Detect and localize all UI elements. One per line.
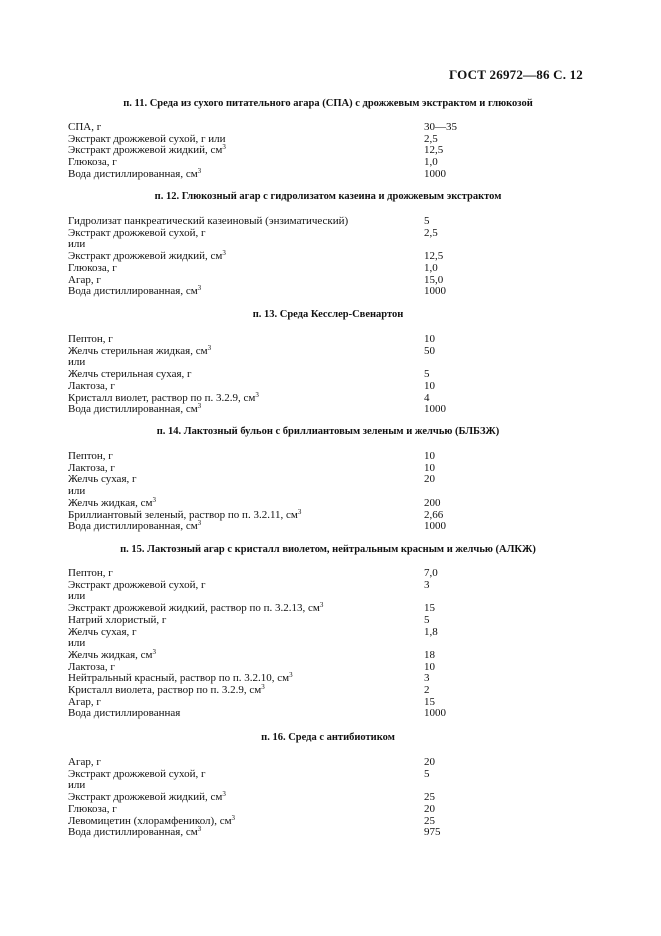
unit-superscript: 3 — [255, 390, 259, 399]
ingredient-label — [68, 238, 85, 250]
ingredient-label-text: Экстракт дрожжевой сухой, г — [68, 767, 206, 780]
ingredient-row — [68, 626, 588, 638]
section-title: п. 14. Лактозный бульон с бриллиантовым зеленым и желчью (БЛБЗЖ) — [156, 426, 500, 437]
ingredient-row — [68, 380, 588, 392]
ingredient-row — [68, 649, 588, 661]
ingredient-label — [68, 215, 348, 227]
ingredient-label-text: Желчь сухая, г — [68, 625, 137, 638]
ingredient-value: 5 — [424, 215, 430, 227]
ingredient-label — [68, 803, 117, 815]
ingredient-label — [68, 520, 201, 532]
ingredient-row — [68, 133, 588, 145]
section-title: п. 16. Среда с антибиотиком — [261, 732, 395, 743]
ingredient-value: 1,0 — [424, 156, 438, 169]
ingredient-label — [68, 826, 201, 838]
ingredient-label-text: Гидролизат панкреатический казеиновый (энзиматический) — [68, 215, 349, 227]
ingredient-row — [68, 262, 588, 274]
ingredient-label — [68, 637, 85, 649]
ingredient-row — [68, 791, 588, 803]
ingredient-value: 3 — [424, 578, 430, 591]
ingredient-value: 2,5 — [424, 132, 438, 145]
ingredient-row — [68, 450, 588, 462]
ingredient-value: 1000 — [424, 520, 446, 533]
unit-superscript: 3 — [222, 790, 226, 799]
ingredient-row — [68, 567, 588, 579]
ingredient-row — [68, 637, 588, 649]
ingredient-value: 2 — [424, 684, 430, 696]
ingredient-value: 10 — [424, 450, 435, 462]
ingredient-value: 10 — [424, 333, 435, 345]
ingredient-label — [68, 649, 156, 661]
ingredient-label-text: Натрий хлористый, г — [68, 613, 167, 626]
ingredient-row — [68, 473, 588, 485]
ingredient-value: 975 — [424, 826, 441, 839]
ingredient-label-text: Пептон, г — [68, 333, 113, 345]
ingredient-row — [68, 672, 588, 684]
ingredient-label — [68, 333, 113, 345]
ingredient-value: 1000 — [424, 707, 446, 720]
ingredient-label — [68, 497, 156, 509]
ingredient-value: 200 — [424, 496, 441, 509]
ingredient-label-text: Экстракт дрожжевой жидкий, см — [68, 250, 223, 263]
ingredient-row — [68, 803, 588, 815]
ingredient-row — [68, 756, 588, 768]
ingredient-row — [68, 520, 588, 532]
ingredient-value: 3 — [424, 672, 430, 685]
ingredient-label-text: Лактоза, г — [68, 461, 115, 474]
ingredient-label — [68, 779, 85, 791]
ingredient-label — [68, 485, 85, 497]
ingredient-label — [68, 144, 226, 156]
ingredient-label-text: или — [68, 637, 86, 650]
ingredient-label — [68, 756, 101, 768]
ingredient-label-text: Глюкоза, г — [68, 156, 117, 169]
ingredient-row — [68, 684, 588, 696]
ingredient-label-text: Экстракт дрожжевой сухой, г или — [68, 132, 226, 145]
ingredient-row — [68, 250, 588, 262]
unit-superscript: 3 — [222, 143, 226, 152]
ingredient-value: 25 — [424, 791, 435, 804]
unit-superscript: 3 — [289, 671, 293, 680]
ingredient-label-text: Кристалл виолета, раствор по п. 3.2.9, см — [68, 684, 262, 696]
ingredient-label — [68, 791, 226, 803]
ingredient-label-text: или — [68, 779, 86, 792]
ingredient-value: 50 — [424, 344, 435, 357]
ingredient-label — [68, 368, 192, 380]
ingredient-label-text: Пептон, г — [68, 567, 113, 579]
ingredient-label — [68, 602, 323, 614]
ingredient-label — [68, 403, 201, 415]
ingredient-label-text: Вода дистиллированная, см — [68, 403, 198, 416]
ingredient-row — [68, 590, 588, 602]
ingredient-value: 10 — [424, 660, 435, 673]
ingredient-label — [68, 696, 101, 708]
ingredient-value: 4 — [424, 391, 430, 404]
ingredient-value: 5 — [424, 767, 430, 780]
section-title: п. 15. Лактозный агар с кристалл виолетом, нейтральным красным и желчью (АЛКЖ) — [120, 544, 536, 555]
ingredient-label-text: или — [68, 590, 86, 603]
ingredient-row — [68, 403, 588, 415]
ingredient-row — [68, 345, 588, 357]
ingredient-label — [68, 509, 301, 521]
unit-superscript: 3 — [152, 495, 157, 504]
ingredient-label-text: Желчь стерильная сухая, г — [68, 368, 192, 381]
ingredient-label-text: Лактоза, г — [68, 379, 115, 392]
ingredient-row — [68, 333, 588, 345]
ingredient-label — [68, 274, 101, 286]
ingredient-value: 15 — [424, 695, 435, 708]
ingredient-label — [68, 684, 265, 696]
ingredient-label-text: или — [68, 356, 86, 369]
ingredient-row — [68, 368, 588, 380]
ingredient-row — [68, 696, 588, 708]
unit-superscript: 3 — [152, 647, 157, 656]
ingredient-row — [68, 707, 588, 719]
ingredient-label-text: Агар, г — [68, 273, 101, 286]
ingredient-value: 1000 — [424, 167, 446, 180]
section-title: п. 11. Среда из сухого питательного агара (СПА) с дрожжевым экстрактом и глюкозой — [123, 98, 533, 109]
ingredient-value: 15 — [424, 602, 435, 615]
ingredient-label — [68, 133, 226, 145]
unit-superscript: 3 — [197, 166, 202, 175]
ingredient-label — [68, 250, 226, 262]
ingredient-row — [68, 779, 588, 791]
unit-superscript: 3 — [319, 601, 324, 610]
ingredient-value: 25 — [424, 814, 435, 827]
section-title: п. 12. Глюкозный агар с гидролизатом казеина и дрожжевым экстрактом — [154, 191, 502, 202]
unit-superscript: 3 — [231, 813, 236, 822]
ingredient-value: 20 — [424, 473, 435, 486]
ingredient-label-text: Вода дистиллированная, см — [68, 520, 198, 533]
ingredient-label — [68, 345, 211, 357]
ingredient-label-text: Вода дистиллированная, см — [68, 167, 198, 180]
ingredient-value: 5 — [424, 613, 430, 626]
ingredient-label-text: Желчь жидкая, см — [68, 648, 153, 661]
ingredient-value: 2,66 — [424, 508, 444, 521]
ingredient-label-text: Бриллиантовый зеленый, раствор по п. 3.2.11, см — [68, 508, 298, 521]
ingredient-label — [68, 168, 201, 180]
ingredient-label-text: или — [68, 238, 86, 251]
ingredient-label — [68, 450, 113, 462]
ingredient-value: 12,5 — [424, 144, 444, 157]
ingredient-label — [68, 626, 137, 638]
ingredient-row — [68, 392, 588, 404]
ingredient-label-text: Желчь сухая, г — [68, 473, 137, 486]
ingredient-value: 10 — [424, 379, 435, 392]
ingredient-label — [68, 815, 235, 827]
ingredient-label-text: СПА, г — [68, 121, 102, 133]
ingredient-label — [68, 768, 206, 780]
ingredient-label-text: Пептон, г — [68, 450, 113, 462]
ingredient-row — [68, 768, 588, 780]
ingredient-label — [68, 156, 117, 168]
ingredient-label-text: Глюкоза, г — [68, 261, 117, 274]
unit-superscript: 3 — [197, 825, 202, 834]
ingredient-label-text: Кристалл виолет, раствор по п. 3.2.9, см — [68, 391, 256, 404]
ingredient-value: 1000 — [424, 403, 446, 416]
ingredient-label-text: Экстракт дрожжевой жидкий, см — [68, 791, 223, 804]
ingredient-label — [68, 672, 293, 684]
page-header: ГОСТ 26972—86 С. 12 — [449, 67, 583, 82]
ingredient-row — [68, 238, 588, 250]
ingredient-label — [68, 392, 259, 404]
unit-superscript: 3 — [197, 402, 202, 411]
ingredient-label — [68, 661, 115, 673]
ingredient-label — [68, 121, 101, 133]
unit-superscript: 3 — [207, 343, 212, 352]
ingredient-value: 5 — [424, 368, 430, 381]
ingredient-value: 20 — [424, 802, 435, 815]
ingredient-label-text: Глюкоза, г — [68, 802, 117, 815]
ingredient-label — [68, 227, 206, 239]
ingredient-row — [68, 602, 588, 614]
ingredient-label-text: Вода дистиллированная, см — [68, 285, 198, 298]
ingredient-value: 15,0 — [424, 273, 444, 286]
ingredient-row — [68, 661, 588, 673]
ingredient-row — [68, 614, 588, 626]
ingredient-row — [68, 462, 588, 474]
ingredient-row — [68, 215, 588, 227]
ingredient-row — [68, 356, 588, 368]
ingredient-value: 1,0 — [424, 261, 438, 274]
ingredient-label-text: Экстракт дрожжевой сухой, г — [68, 578, 206, 591]
ingredient-row — [68, 509, 588, 521]
ingredient-label — [68, 707, 180, 719]
ingredient-label — [68, 579, 206, 591]
ingredient-label — [68, 473, 137, 485]
ingredient-label — [68, 590, 85, 602]
unit-superscript: 3 — [197, 519, 202, 528]
ingredient-label-text: Желчь жидкая, см — [68, 496, 153, 509]
ingredient-label — [68, 285, 201, 297]
ingredient-row — [68, 156, 588, 168]
ingredient-value: 12,5 — [424, 250, 444, 263]
ingredient-value: 1000 — [424, 285, 446, 298]
ingredient-value: 10 — [424, 461, 435, 474]
ingredient-label-text: Вода дистиллированная — [68, 707, 181, 720]
ingredient-label-text: Экстракт дрожжевой жидкий, см — [68, 144, 223, 157]
ingredient-row — [68, 579, 588, 591]
ingredient-row — [68, 168, 588, 180]
unit-superscript: 3 — [261, 683, 265, 691]
ingredient-row — [68, 497, 588, 509]
ingredient-label-text: Экстракт дрожжевой жидкий, раствор по п. 3.2.13, см — [68, 602, 320, 615]
ingredient-row — [68, 285, 588, 297]
ingredient-label — [68, 462, 115, 474]
ingredient-row — [68, 274, 588, 286]
ingredient-value: 20 — [424, 756, 435, 768]
ingredient-label-text: Агар, г — [68, 756, 101, 768]
ingredient-row — [68, 121, 588, 133]
ingredient-value: 30—35 — [424, 121, 457, 133]
ingredient-row — [68, 485, 588, 497]
ingredient-value: 18 — [424, 648, 435, 661]
ingredient-row — [68, 815, 588, 827]
ingredient-value: 7,0 — [424, 567, 438, 579]
section-title: п. 13. Среда Кесслер-Свенартон — [252, 309, 404, 320]
ingredient-label-text: или — [68, 485, 86, 498]
ingredient-label-text: Агар, г — [68, 695, 101, 708]
unit-superscript: 3 — [222, 249, 226, 258]
ingredient-value: 2,5 — [424, 226, 438, 239]
ingredient-label-text: Нейтральный красный, раствор по п. 3.2.10, см — [68, 672, 290, 685]
ingredient-label-text: Левомицетин (хлорамфеникол), см — [68, 814, 232, 827]
ingredient-label — [68, 262, 117, 274]
ingredient-label — [68, 614, 166, 626]
ingredient-label — [68, 567, 113, 579]
unit-superscript: 3 — [297, 507, 302, 516]
ingredient-label-text: Желчь стерильная жидкая, см — [68, 344, 208, 357]
ingredient-label-text: Экстракт дрожжевой сухой, г — [68, 226, 206, 239]
ingredient-label — [68, 380, 115, 392]
ingredient-row — [68, 227, 588, 239]
unit-superscript: 3 — [197, 284, 202, 293]
ingredient-label — [68, 356, 85, 368]
ingredient-row — [68, 826, 588, 838]
ingredient-value: 1,8 — [424, 625, 438, 638]
ingredient-label-text: Вода дистиллированная, см — [68, 826, 198, 839]
ingredient-row — [68, 144, 588, 156]
ingredient-label-text: Лактоза, г — [68, 660, 115, 673]
